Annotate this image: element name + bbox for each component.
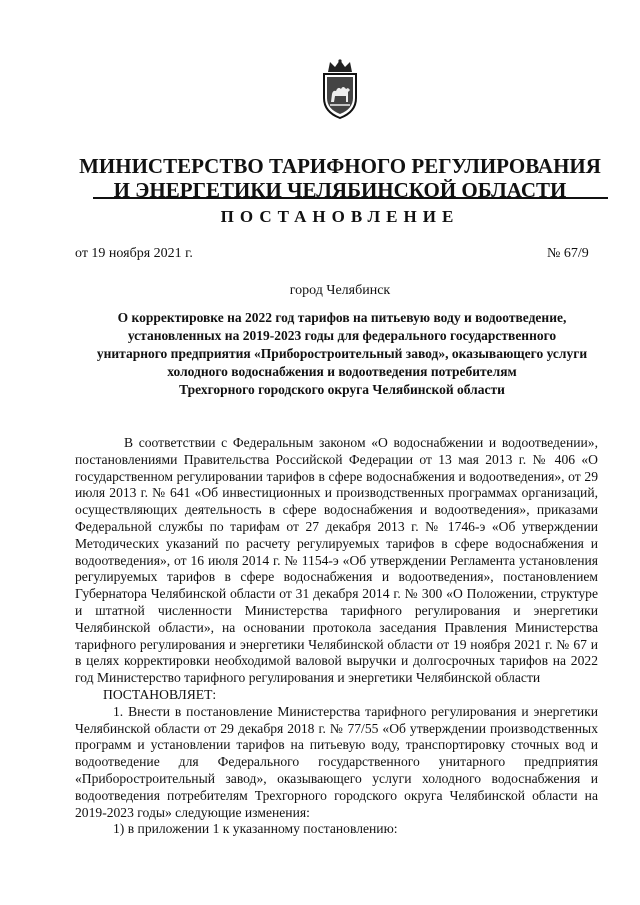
document-date: от 19 ноября 2021 г. bbox=[75, 246, 193, 261]
coat-of-arms-icon bbox=[318, 58, 362, 120]
subject-line: установленных на 2019-2023 годы для федерального государственного bbox=[127, 328, 557, 343]
document-subject bbox=[78, 309, 606, 399]
document-body bbox=[75, 435, 598, 838]
item-1-1-paragraph: 1) в приложении 1 к указанному постановлению: bbox=[113, 821, 398, 837]
document-city: город Челябинск bbox=[289, 283, 391, 298]
document-type: ПОСТАНОВЛЕНИЕ bbox=[220, 207, 460, 226]
preamble-paragraph: В соответствии с Федеральным законом «О водоснабжении и водоотведении», постановлениями Правительства Российской Федерации от 13 мая 2013 г. № 406 «О государственном регулировании тарифов в сфере водоснабжения и водоотведения», от 29 июля 2013 г. № 641 «Об инвестиционных и производственных программах организаций, осуществляющих деятельность в сфере водоснабжения и водоотведения», приказами Федеральной службы по тарифам от 27 декабря 2013 г. № 1746-э «Об утверждении Методических указаний по расчету регулируемых тарифов в сфере водоснабжения и водоотведения», от 16 июля 2014 г. № 1154-э «Об утверждении Регламента установления регулируемых тарифов в сфере водоснабжения и водоотведения», постановлением Губернатора Челябинской области от 31 декабря 2014 г. № 300 «О Положении, структуре и штатной численности Министерства тарифного регулирования и энергетики Челябинской области», на основании протокола заседания Правления Министерства тарифного регулирования и энергетики Челябинской области от 19 ноября 2021 г. № 67 и в целях корректировки необходимой валовой выручки и долгосрочных тарифов на 2022 год Министерство тарифного регулирования и энергетики Челябинской области bbox=[75, 435, 598, 686]
subject-line: холодного водоснабжения и водоотведения потребителям bbox=[167, 364, 517, 379]
subject-line: унитарного предприятия «Приборостроительный завод», оказывающего услуги bbox=[96, 346, 588, 361]
subject-line: Трехгорного городского округа Челябинской области bbox=[179, 382, 505, 397]
subject-line: О корректировке на 2022 год тарифов на питьевую воду и водоотведение, bbox=[117, 310, 567, 325]
ministry-name-line2: И ЭНЕРГЕТИКИ ЧЕЛЯБИНСКОЙ ОБЛАСТИ bbox=[113, 178, 567, 202]
resolution-keyword: ПОСТАНОВЛЯЕТ: bbox=[103, 686, 217, 702]
header-rule bbox=[93, 197, 608, 199]
document-number: № 67/9 bbox=[547, 246, 589, 261]
ministry-name-line1: МИНИСТЕРСТВО ТАРИФНОГО РЕГУЛИРОВАНИЯ bbox=[79, 154, 601, 178]
item-1-paragraph: 1. Внести в постановление Министерства тарифного регулирования и энергетики Челябинской области от 29 декабря 2018 г. № 77/55 «Об утверждении производственных программ и установлении тарифов на питьевую воду, транспортировку сточных вод и водоотведение для Федерального государственного унитарного предприятия «Приборостроительный завод», оказывающего услуги холодного водоснабжения и водоотведения потребителям Трехгорного городского округа Челябинской области на 2019-2023 годы» следующие изменения: bbox=[75, 703, 598, 820]
ministry-name bbox=[70, 154, 610, 202]
